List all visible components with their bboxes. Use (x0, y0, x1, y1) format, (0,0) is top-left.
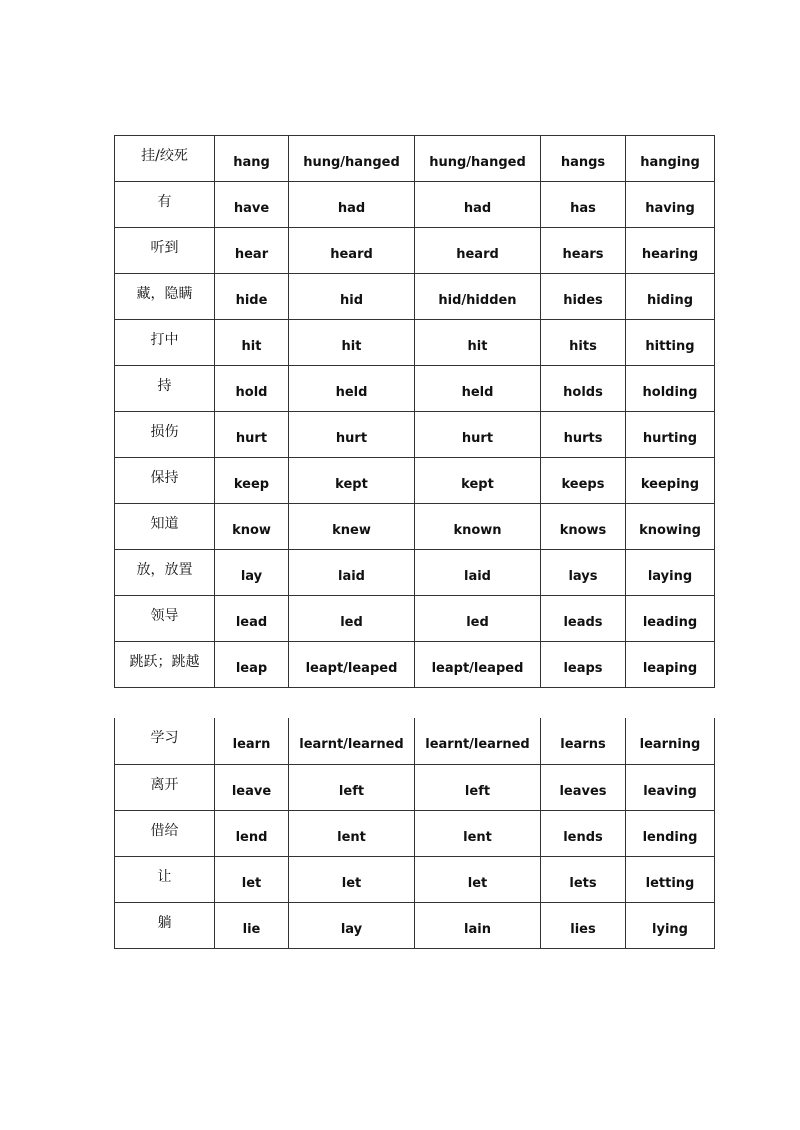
meaning-cell (115, 136, 215, 182)
past-tense-cell (289, 810, 415, 856)
cell-text: hear (234, 247, 269, 262)
cell-text: had (337, 201, 366, 216)
past-participle-cell (415, 366, 541, 412)
present-participle-cell (626, 902, 715, 948)
base-form-cell (215, 412, 289, 458)
cell-text: hid (339, 293, 364, 308)
past-tense-cell (289, 642, 415, 688)
cell-text: hurts (563, 431, 603, 446)
cell-text: leapt/leaped (431, 661, 524, 676)
past-participle-cell (415, 504, 541, 550)
cell-text: left (338, 783, 365, 799)
cell-text: 躺 (157, 914, 172, 931)
cell-text: hurting (642, 431, 698, 446)
past-tense-cell (289, 458, 415, 504)
past-tense-cell (289, 274, 415, 320)
cell-text: has (570, 201, 596, 216)
base-form-cell (215, 182, 289, 228)
third-person-cell (541, 366, 626, 412)
table-row (115, 320, 715, 366)
cell-text: leapt/leaped (305, 661, 398, 676)
cell-text: hung/hanged (303, 155, 400, 170)
present-participle-cell (626, 642, 715, 688)
cell-text: hitting (645, 339, 695, 354)
present-participle-cell (626, 366, 715, 412)
table-row (115, 228, 715, 274)
meaning-cell (115, 596, 215, 642)
present-participle-cell (626, 458, 715, 504)
meaning-cell (115, 320, 215, 366)
present-participle-cell (626, 274, 715, 320)
meaning-cell (115, 550, 215, 596)
cell-text: leap (235, 661, 268, 676)
base-form-cell (215, 902, 289, 948)
meaning-cell (115, 458, 215, 504)
past-participle-cell (415, 228, 541, 274)
cell-text: hit (467, 339, 488, 354)
table-row (115, 274, 715, 320)
past-tense-cell (289, 136, 415, 182)
cell-text: hide (235, 293, 268, 308)
cell-text: lending (642, 829, 698, 845)
cell-text: hurt (335, 431, 368, 446)
cell-text: 损伤 (150, 424, 179, 440)
past-tense-cell (289, 504, 415, 550)
cell-text: lay (240, 569, 263, 584)
meaning-cell (115, 504, 215, 550)
cell-text: lies (570, 921, 596, 937)
cell-text: lent (463, 829, 492, 845)
past-tense-cell (289, 596, 415, 642)
cell-text: learnt/learned (425, 737, 530, 752)
base-form-cell (215, 550, 289, 596)
cell-text: leaping (642, 661, 698, 676)
cell-text: led (466, 615, 489, 630)
cell-text: lets (569, 875, 597, 891)
table-row (115, 902, 715, 948)
cell-text: lays (568, 569, 598, 584)
meaning-cell (115, 412, 215, 458)
cell-text: learns (560, 737, 606, 752)
cell-text: knowing (639, 523, 701, 538)
base-form-cell (215, 136, 289, 182)
past-participle-cell (415, 550, 541, 596)
present-participle-cell (626, 320, 715, 366)
present-participle-cell (626, 856, 715, 902)
cell-text: knows (559, 523, 607, 538)
verb-table-part-1 (114, 135, 715, 688)
meaning-cell (115, 764, 215, 810)
present-participle-cell (626, 810, 715, 856)
cell-text: hid/hidden (438, 293, 517, 308)
base-form-cell (215, 596, 289, 642)
past-participle-cell (415, 182, 541, 228)
third-person-cell (541, 412, 626, 458)
past-participle-cell (415, 642, 541, 688)
table-row (115, 764, 715, 810)
third-person-cell (541, 182, 626, 228)
past-tense-cell (289, 182, 415, 228)
cell-text: 借给 (150, 822, 179, 839)
cell-text: hurt (235, 431, 268, 446)
table-row (115, 718, 715, 764)
cell-text: held (335, 385, 368, 400)
cell-text: learning (639, 737, 701, 752)
cell-text: 有 (157, 194, 172, 210)
past-tense-cell (289, 856, 415, 902)
table-row (115, 810, 715, 856)
cell-text: holding (642, 385, 698, 400)
cell-text: keeps (561, 477, 605, 492)
cell-text: holds (563, 385, 603, 400)
cell-text: had (463, 201, 492, 216)
base-form-cell (215, 718, 289, 764)
cell-text: hides (563, 293, 603, 308)
present-participle-cell (626, 550, 715, 596)
third-person-cell (541, 718, 626, 764)
past-tense-cell (289, 366, 415, 412)
base-form-cell (215, 504, 289, 550)
present-participle-cell (626, 764, 715, 810)
base-form-cell (215, 856, 289, 902)
third-person-cell (541, 764, 626, 810)
table-row (115, 642, 715, 688)
meaning-cell (115, 642, 215, 688)
cell-text: lent (337, 829, 366, 845)
cell-text: led (340, 615, 363, 630)
cell-text: hangs (560, 155, 606, 170)
cell-text: 跳跃；跳越 (129, 654, 200, 670)
cell-text: hurt (461, 431, 494, 446)
cell-text: leaps (563, 661, 603, 676)
past-participle-cell (415, 412, 541, 458)
cell-text: keep (233, 477, 270, 492)
cell-text: having (645, 201, 695, 216)
cell-text: hung/hanged (429, 155, 526, 170)
third-person-cell (541, 504, 626, 550)
present-participle-cell (626, 718, 715, 764)
present-participle-cell (626, 412, 715, 458)
cell-text: 领导 (150, 608, 179, 624)
base-form-cell (215, 642, 289, 688)
past-tense-cell (289, 718, 415, 764)
cell-text: lying (652, 921, 688, 937)
cell-text: laying (647, 569, 693, 584)
third-person-cell (541, 228, 626, 274)
cell-text: heard (456, 247, 499, 262)
cell-text: 离开 (150, 776, 179, 793)
past-tense-cell (289, 412, 415, 458)
past-participle-cell (415, 902, 541, 948)
cell-text: left (464, 783, 491, 799)
present-participle-cell (626, 596, 715, 642)
past-tense-cell (289, 764, 415, 810)
cell-text: let (341, 875, 362, 891)
cell-text: laid (338, 569, 365, 584)
cell-text: lend (235, 829, 268, 845)
table-row (115, 366, 715, 412)
cell-text: learn (232, 737, 271, 752)
past-participle-cell (415, 764, 541, 810)
meaning-cell (115, 718, 215, 764)
base-form-cell (215, 228, 289, 274)
cell-text: leaving (643, 783, 697, 799)
cell-text: hit (241, 339, 262, 354)
present-participle-cell (626, 504, 715, 550)
past-tense-cell (289, 902, 415, 948)
third-person-cell (541, 596, 626, 642)
cell-text: lie (242, 921, 261, 937)
cell-text: hits (569, 339, 597, 354)
meaning-cell (115, 182, 215, 228)
cell-text: 听到 (150, 240, 179, 256)
cell-text: 持 (157, 378, 172, 394)
meaning-cell (115, 856, 215, 902)
base-form-cell (215, 458, 289, 504)
cell-text: lead (235, 615, 268, 630)
cell-text: hanging (640, 155, 700, 170)
past-tense-cell (289, 228, 415, 274)
cell-text: 保持 (150, 470, 179, 486)
cell-text: knew (332, 523, 371, 538)
cell-text: hiding (646, 293, 694, 308)
cell-text: 放，放置 (136, 562, 193, 578)
present-participle-cell (626, 136, 715, 182)
meaning-cell (115, 902, 215, 948)
cell-text: 挂/绞死 (141, 148, 188, 164)
cell-text: learnt/learned (299, 737, 404, 752)
past-participle-cell (415, 274, 541, 320)
past-participle-cell (415, 718, 541, 764)
table-row (115, 136, 715, 182)
third-person-cell (541, 856, 626, 902)
cell-text: leads (563, 615, 603, 630)
third-person-cell (541, 550, 626, 596)
cell-text: know (232, 523, 271, 538)
past-participle-cell (415, 810, 541, 856)
meaning-cell (115, 228, 215, 274)
meaning-cell (115, 366, 215, 412)
third-person-cell (541, 810, 626, 856)
cell-text: leaves (559, 783, 607, 799)
cell-text: hang (233, 155, 270, 170)
cell-text: leave (231, 783, 272, 799)
cell-text: laid (464, 569, 491, 584)
cell-text: hold (235, 385, 268, 400)
cell-text: hit (341, 339, 362, 354)
table-row (115, 550, 715, 596)
past-participle-cell (415, 458, 541, 504)
cell-text: keeping (640, 477, 700, 492)
third-person-cell (541, 136, 626, 182)
cell-text: lain (464, 921, 491, 937)
cell-text: hears (562, 247, 604, 262)
table-row (115, 504, 715, 550)
past-tense-cell (289, 550, 415, 596)
verb-table-part-2 (114, 718, 715, 949)
cell-text: 让 (157, 868, 172, 885)
cell-text: kept (335, 477, 368, 492)
past-participle-cell (415, 136, 541, 182)
cell-text: 知道 (150, 516, 179, 532)
table-row (115, 856, 715, 902)
meaning-cell (115, 810, 215, 856)
cell-text: 藏，隐瞒 (136, 286, 193, 302)
cell-text: lay (340, 921, 363, 937)
cell-text: held (461, 385, 494, 400)
cell-text: let (467, 875, 488, 891)
cell-text: heard (330, 247, 373, 262)
cell-text: kept (461, 477, 494, 492)
past-participle-cell (415, 596, 541, 642)
cell-text: known (453, 523, 502, 538)
meaning-cell (115, 274, 215, 320)
cell-text: letting (645, 875, 695, 891)
cell-text: hearing (641, 247, 699, 262)
base-form-cell (215, 320, 289, 366)
table-row (115, 458, 715, 504)
cell-text: 学习 (150, 730, 179, 746)
third-person-cell (541, 320, 626, 366)
past-participle-cell (415, 856, 541, 902)
verb-table-body (115, 136, 715, 688)
past-participle-cell (415, 320, 541, 366)
base-form-cell (215, 366, 289, 412)
cell-text: have (233, 201, 270, 216)
table-row (115, 182, 715, 228)
third-person-cell (541, 458, 626, 504)
verb-table-body (115, 718, 715, 948)
table-row (115, 412, 715, 458)
cell-text: 打中 (150, 332, 179, 348)
table-row (115, 596, 715, 642)
third-person-cell (541, 274, 626, 320)
past-tense-cell (289, 320, 415, 366)
present-participle-cell (626, 182, 715, 228)
present-participle-cell (626, 228, 715, 274)
third-person-cell (541, 642, 626, 688)
cell-text: leading (642, 615, 698, 630)
cell-text: lends (563, 829, 603, 845)
base-form-cell (215, 274, 289, 320)
cell-text: let (241, 875, 262, 891)
base-form-cell (215, 810, 289, 856)
third-person-cell (541, 902, 626, 948)
base-form-cell (215, 764, 289, 810)
